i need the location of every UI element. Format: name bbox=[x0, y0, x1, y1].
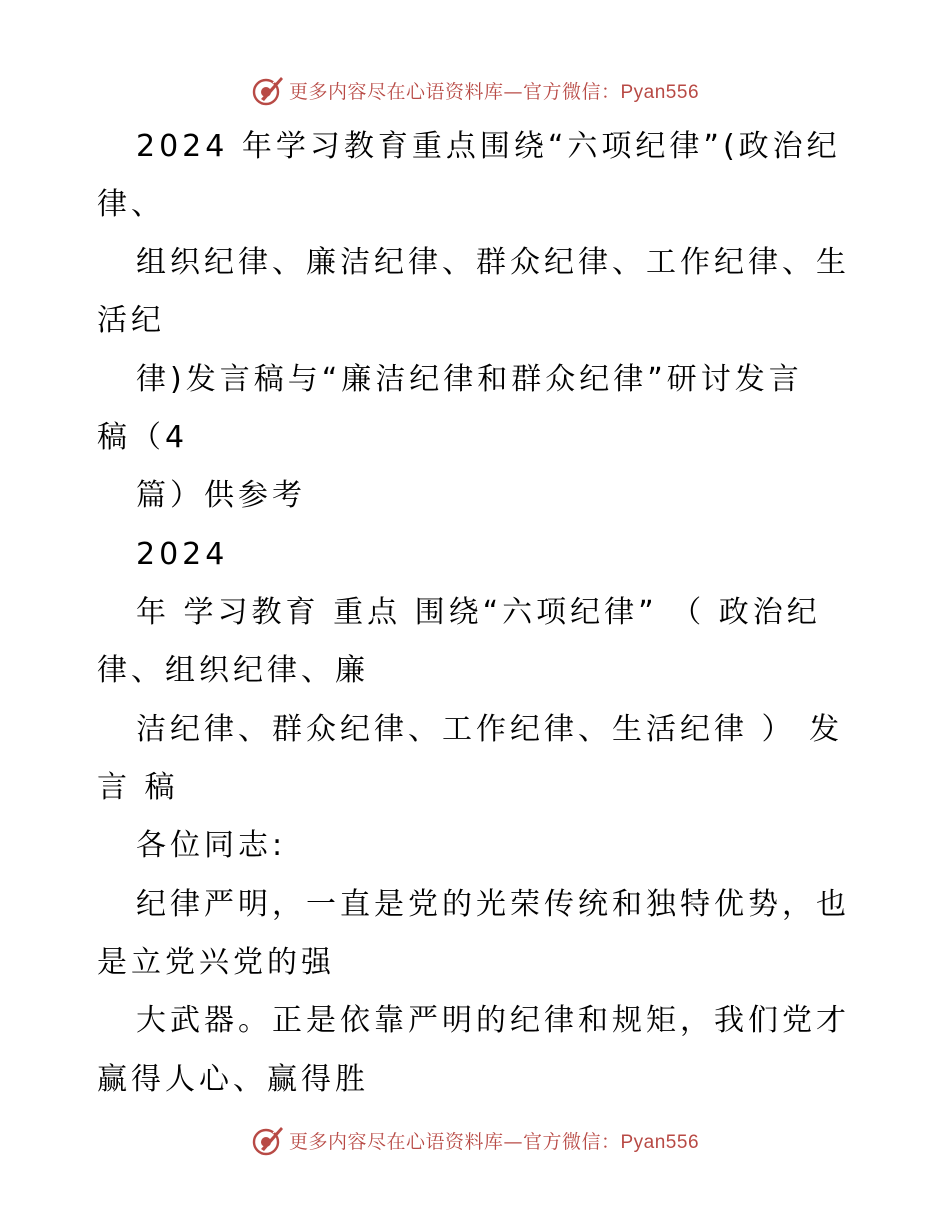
header-watermark bbox=[0, 70, 950, 110]
text-line: 赢得人心、赢得胜 bbox=[97, 1062, 369, 1097]
text-line: 篇）供参考 bbox=[136, 478, 306, 513]
watermark-account: 官方微信： bbox=[522, 1130, 621, 1153]
text-line: 稿（4 bbox=[97, 420, 189, 455]
text-line: 是立党兴党的强 bbox=[97, 945, 335, 980]
text-line: 2024 年学习教育重点围绕“六项纪律”(政治纪 bbox=[136, 129, 841, 164]
watermark-account: 官方微信： bbox=[522, 80, 621, 103]
text-line: 律、 bbox=[97, 187, 165, 222]
text-line: 言 稿 bbox=[97, 770, 179, 805]
watermark-text bbox=[289, 1127, 699, 1154]
watermark-separator: — bbox=[503, 1130, 523, 1153]
footer-watermark bbox=[0, 1120, 950, 1160]
quill-logo-icon bbox=[251, 73, 285, 107]
text-line: 年 学习教育 重点 围绕“六项纪律” （ 政治纪 bbox=[136, 595, 821, 630]
watermark-main: 更多内容尽在心语资料库 bbox=[288, 80, 504, 103]
text-line: 组织纪律、廉洁纪律、群众纪律、工作纪律、生 bbox=[136, 245, 850, 280]
text-line: 律)发言稿与“廉洁纪律和群众纪律”研讨发言 bbox=[136, 362, 803, 397]
watermark-text bbox=[289, 77, 699, 104]
text-line: 2024 bbox=[136, 537, 229, 572]
text-line: 洁纪律、群众纪律、工作纪律、生活纪律 ） 发 bbox=[136, 712, 844, 747]
text-line: 活纪 bbox=[97, 303, 165, 338]
watermark-id: Pyan556 bbox=[620, 1131, 700, 1153]
text-line: 律、组织纪律、廉 bbox=[97, 653, 369, 688]
text-line: 大武器。正是依靠严明的纪律和规矩，我们党才 bbox=[136, 1003, 850, 1038]
text-line: 各位同志: bbox=[136, 828, 287, 863]
text-line: 纪律严明，一直是党的光荣传统和独特优势，也 bbox=[136, 887, 850, 922]
watermark-separator: — bbox=[503, 80, 523, 103]
quill-logo-icon bbox=[251, 1123, 285, 1157]
watermark-id: Pyan556 bbox=[620, 81, 700, 103]
watermark-main: 更多内容尽在心语资料库 bbox=[288, 1130, 504, 1153]
